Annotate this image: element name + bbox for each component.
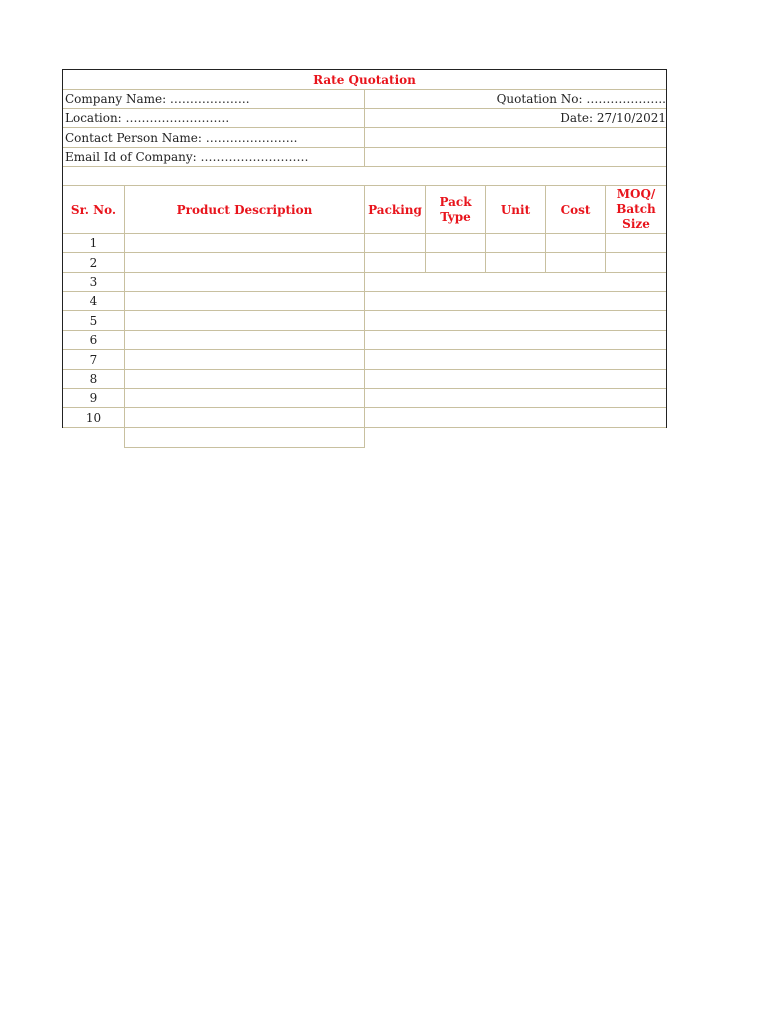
email-field: Email Id of Company: ……………………… — [65, 150, 309, 164]
moq-line-3: Size — [622, 217, 650, 231]
table-row-number: 7 — [89, 352, 98, 367]
location-field: Location: …………………….. — [65, 111, 230, 125]
quotation-no-field: Quotation No: ……………….. — [496, 92, 666, 106]
column-header-pack-type — [426, 186, 485, 233]
document-title: Rate Quotation — [313, 72, 416, 87]
table-row-number: 3 — [89, 275, 98, 289]
column-header-unit: Unit — [500, 202, 531, 217]
pack-type-line-1: Pack — [439, 194, 472, 209]
column-header-moq-batch-size — [606, 186, 666, 233]
right-border — [666, 69, 667, 428]
column-header-product-description: Product Description — [176, 202, 313, 217]
table-row-number: 5 — [89, 313, 98, 328]
company-name-field: Company Name: ……………….. — [65, 92, 250, 106]
table-row-number: 10 — [85, 410, 102, 425]
table-row-number: 8 — [89, 372, 98, 386]
table-row-number: 1 — [89, 236, 98, 250]
date-field: Date: 27/10/2021 — [560, 111, 666, 125]
pack-type-line-2: Type — [440, 209, 471, 224]
moq-line-2: Batch — [616, 202, 656, 216]
column-header-packing: Packing — [368, 202, 422, 217]
moq-line-1: MOQ/ — [616, 187, 656, 201]
contact-person-field: Contact Person Name: ………………….. — [65, 130, 298, 145]
column-header-sr-no: Sr. No. — [70, 202, 117, 217]
table-row-number: 9 — [89, 391, 98, 405]
column-header-cost: Cost — [560, 202, 591, 217]
table-row-number: 4 — [89, 294, 98, 308]
table-row-number: 6 — [89, 333, 98, 347]
table-row-number: 2 — [89, 255, 98, 270]
